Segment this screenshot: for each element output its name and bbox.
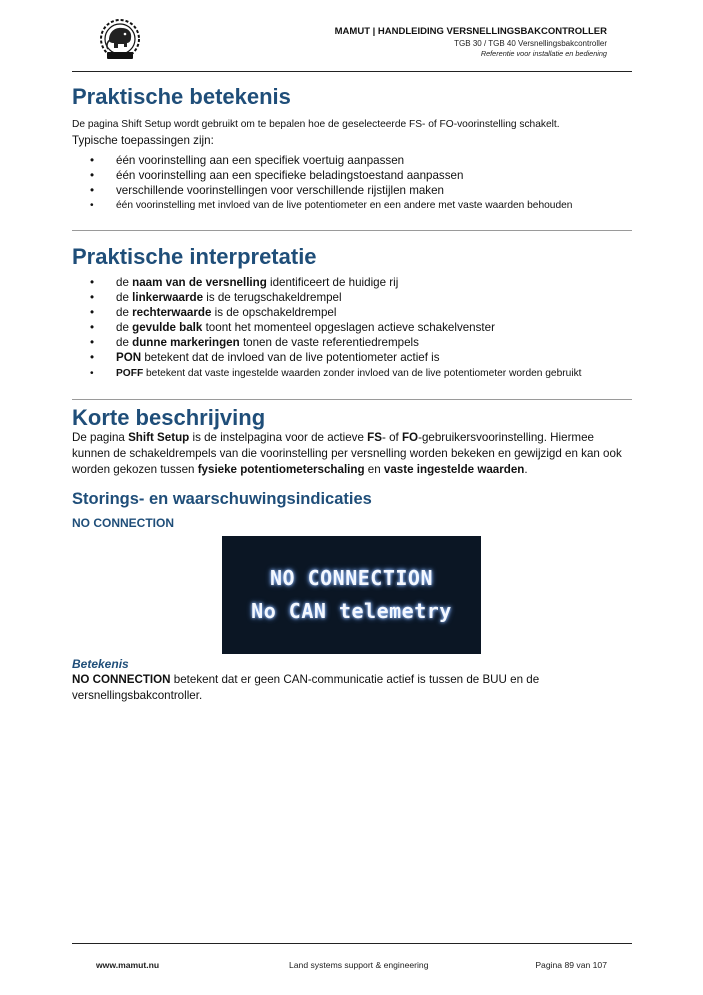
header-rule: [72, 71, 632, 72]
footer-rule: [72, 943, 632, 944]
footer-website: www.mamut.nu: [96, 960, 160, 970]
list-item: • verschillende voorinstellingen voor verschillende rijstijlen maken: [90, 184, 445, 197]
section-heading-storings-indicaties: Storings- en waarschuwingsindicaties: [72, 490, 372, 508]
meaning-label: Betekenis: [72, 657, 129, 671]
meaning-paragraph: NO CONNECTION betekent dat er geen CAN-communicatie actief is tussen de BUU en de versnellingsbakcontroller.: [72, 673, 540, 702]
list-item: • PON betekent dat de invloed van de live potentiometer actief is: [90, 351, 440, 364]
screen-line-2: No CAN telemetry: [251, 599, 452, 623]
header-subtitle-2: Referentie voor installatie en bediening: [480, 49, 607, 58]
list-item: • de linkerwaarde is de terugschakeldrempel: [90, 291, 342, 304]
list-item: • de dunne markeringen tonen de vaste referentiedrempels: [90, 336, 419, 349]
section-heading-praktische-interpretatie: Praktische interpretatie: [72, 244, 317, 269]
section1-lead: Typische toepassingen zijn:: [72, 134, 214, 147]
list-item: • de gevulde balk toont het momenteel opgeslagen actieve schakelvenster: [90, 321, 495, 334]
section1-list: [72, 153, 632, 213]
screen-line-1: NO CONNECTION: [269, 566, 434, 590]
section3-paragraph: De pagina Shift Setup is de instelpagina voor de actieve FS- of FO-gebruikersvoorinstelling. Hiermee kunnen de schakeldrempels van die voorinstelling per versnelling worden bekeken en gewijzigd en kan ook worden gekozen tussen fysieke potentiometerschaling en vaste ingestelde waarden.: [72, 431, 622, 476]
section-heading-korte-beschrijving: Korte beschrijving: [72, 405, 266, 430]
no-connection-label: NO CONNECTION: [72, 516, 174, 530]
footer-page-number: Pagina 89 van 107: [535, 960, 607, 970]
list-item: • één voorinstelling aan een specifieke beladingstoestand aanpassen: [90, 169, 464, 182]
footer-center: Land systems support & engineering: [289, 960, 429, 970]
list-item: • POFF betekent dat vaste ingestelde waarden zonder invloed van de live potentiometer worden gebruikt: [90, 368, 582, 379]
list-item: • de naam van de versnelling identificeert de huidige rij: [90, 276, 399, 289]
list-item: • één voorinstelling met invloed van de live potentiometer en een andere met vaste waarden behouden: [90, 200, 573, 211]
section-divider: [72, 230, 632, 231]
section-heading-praktische-betekenis: Praktische betekenis: [72, 84, 291, 109]
list-item: • één voorinstelling aan een specifiek voertuig aanpassen: [90, 154, 405, 167]
section2-list: [72, 275, 632, 381]
mamut-logo-graphic: [94, 18, 146, 62]
section-divider: [72, 399, 632, 400]
list-item: • de rechterwaarde is de opschakeldrempel: [90, 306, 337, 319]
header-title: MAMUT | HANDLEIDING VERSNELLINGSBAKCONTROLLER: [334, 26, 607, 37]
no-connection-screen-image: [222, 536, 481, 654]
section1-intro: De pagina Shift Setup wordt gebruikt om te bepalen hoe de geselecteerde FS- of FO-voorinstelling schakelt.: [72, 119, 560, 130]
mamut-logo: [94, 18, 146, 62]
header-subtitle: TGB 30 / TGB 40 Versnellingsbakcontroller: [454, 39, 607, 48]
